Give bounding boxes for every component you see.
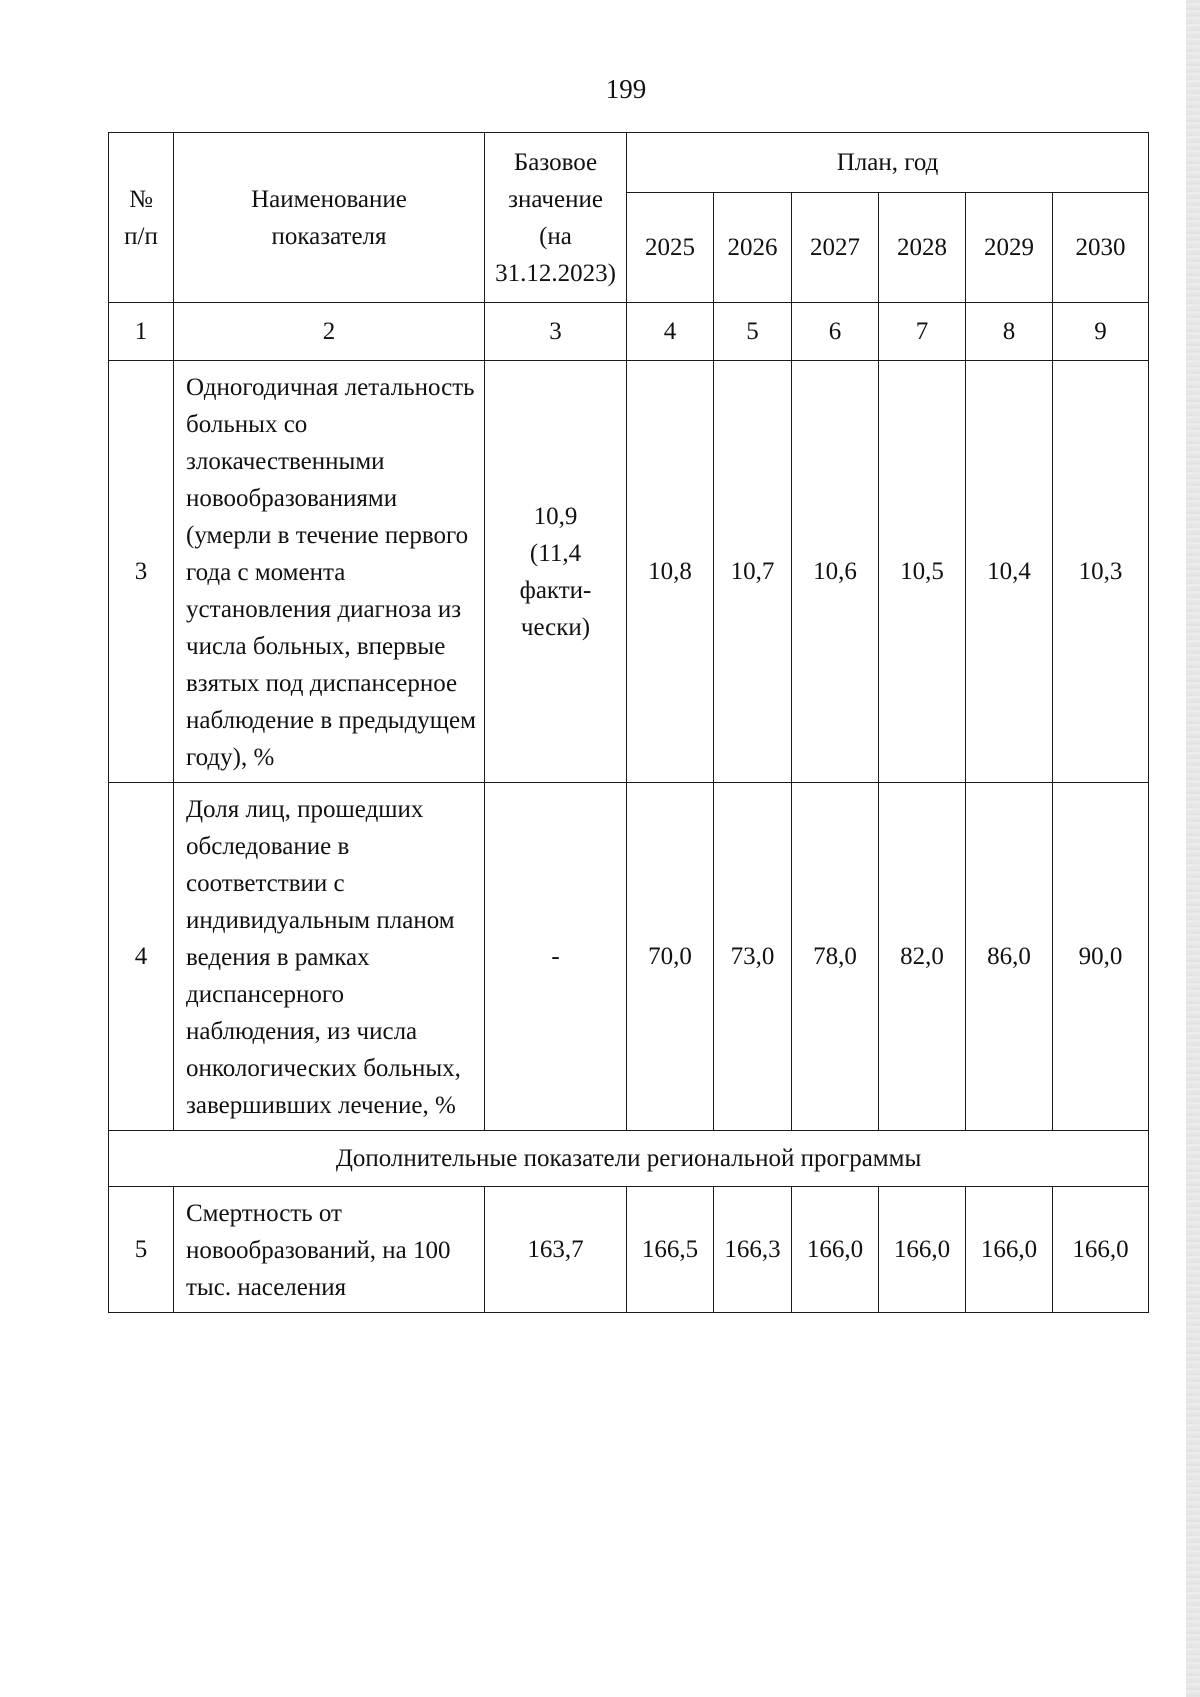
page-number: 199 [605,74,647,104]
year-2030: 2030 [1053,193,1149,303]
row-value-2029: 86,0 [966,783,1053,1131]
row-base: 163,7 [485,1187,627,1313]
row-value-2029: 10,4 [966,361,1053,783]
section-row [109,1131,1149,1187]
row-name: Одногодичная летальность больных со злокачественными новообразованиями (умерли в течение первого года с момента установления диагноза из числа больных, впервые взятых под диспансерное наблюдение в предыдущем году), % [174,361,485,783]
row-name: Доля лиц, прошедших обследование в соответствии с индивидуальным планом ведения в рамках диспансерного наблюдения, из числа онкологических больных, завершивших лечение, % [174,783,485,1131]
table-row [109,1187,1149,1313]
row-base: 10,9 (11,4 факти-чески) [485,361,627,783]
column-number: 3 [485,303,627,361]
row-value-2025: 10,8 [627,361,714,783]
column-number: 6 [792,303,879,361]
header-base: Базовое значение (на 31.12.2023) [485,133,627,303]
row-value-2028: 10,5 [879,361,966,783]
row-value-2026: 73,0 [714,783,792,1131]
row-value-2027: 10,6 [792,361,879,783]
table-row [109,361,1149,783]
row-value-2027: 166,0 [792,1187,879,1313]
row-name: Смертность от новообразований, на 100 тыс. населения [174,1187,485,1313]
year-2026: 2026 [714,193,792,303]
row-value-2030: 166,0 [1053,1187,1149,1313]
row-value-2027: 78,0 [792,783,879,1131]
row-value-2026: 10,7 [714,361,792,783]
row-value-2028: 166,0 [879,1187,966,1313]
year-2025: 2025 [627,193,714,303]
year-2028: 2028 [879,193,966,303]
column-number: 9 [1053,303,1149,361]
column-number-row [109,303,1149,361]
row-value-2026: 166,3 [714,1187,792,1313]
table-row [109,783,1149,1131]
row-num: 3 [109,361,174,783]
column-number: 7 [879,303,966,361]
header-name: Наименование показателя [174,133,485,303]
scan-edge [1186,0,1200,1697]
header-row-1 [109,133,1149,193]
row-value-2025: 166,5 [627,1187,714,1313]
indicators-table [108,132,1149,1313]
column-number: 8 [966,303,1053,361]
row-value-2030: 10,3 [1053,361,1149,783]
section-title: Дополнительные показатели региональной программы [109,1131,1149,1187]
year-2029: 2029 [966,193,1053,303]
column-number: 1 [109,303,174,361]
row-value-2025: 70,0 [627,783,714,1131]
column-number: 2 [174,303,485,361]
header-plan: План, год [627,133,1149,193]
row-base: - [485,783,627,1131]
row-num: 5 [109,1187,174,1313]
year-2027: 2027 [792,193,879,303]
column-number: 5 [714,303,792,361]
row-value-2028: 82,0 [879,783,966,1131]
row-value-2030: 90,0 [1053,783,1149,1131]
row-num: 4 [109,783,174,1131]
column-number: 4 [627,303,714,361]
header-num: № п/п [109,133,174,303]
row-value-2029: 166,0 [966,1187,1053,1313]
